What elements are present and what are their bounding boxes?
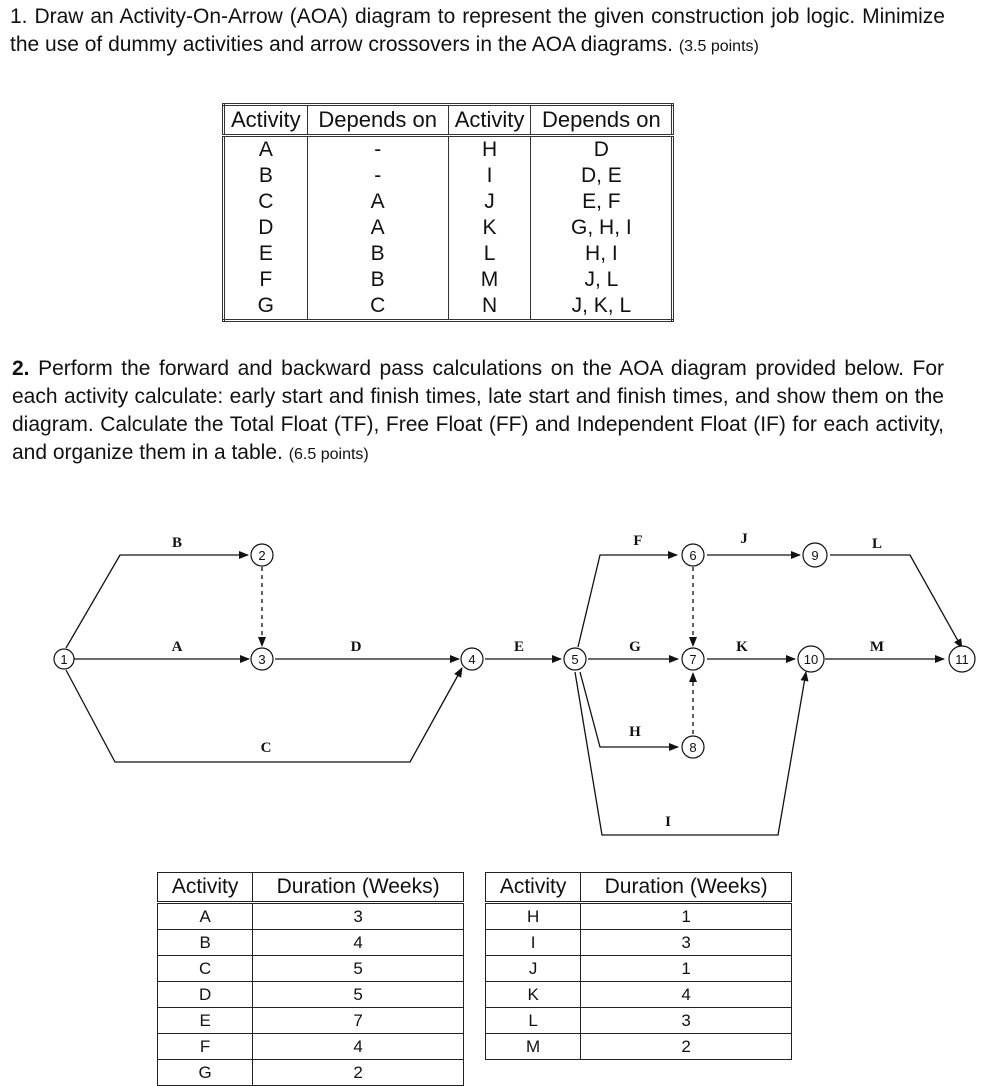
dur1-row <box>158 956 464 982</box>
dur1-activity-cell: E <box>158 1008 253 1034</box>
dur2-row <box>486 930 792 956</box>
activity-label-b: B <box>171 535 183 551</box>
dep-activity-left: C <box>224 189 308 215</box>
node-label-10: 10 <box>803 652 819 667</box>
dep-depends-left: - <box>307 136 448 164</box>
activity-label-j: J <box>740 531 748 547</box>
dur2-header-activity: Activity <box>486 873 581 903</box>
arrow-f <box>578 555 677 647</box>
dep-depends-left: - <box>307 163 448 189</box>
dur1-duration-cell: 4 <box>253 930 464 956</box>
dep-depends-right: H, I <box>531 241 673 267</box>
dur2-duration-cell: 1 <box>581 903 792 930</box>
activity-label-a: A <box>171 639 183 655</box>
dur2-row <box>486 1008 792 1034</box>
dep-header-activity-1: Activity <box>224 105 308 136</box>
dep-activity-right: J <box>448 189 531 215</box>
dep-activity-left: G <box>224 293 308 321</box>
dep-table-row <box>224 163 673 189</box>
dep-table-row <box>224 241 673 267</box>
dep-activity-left: E <box>224 241 308 267</box>
dep-depends-left: B <box>307 267 448 293</box>
dur2-row <box>486 903 792 930</box>
dur2-activity-cell: K <box>486 982 581 1008</box>
activity-label-m: M <box>869 639 885 655</box>
activity-label-i: I <box>665 814 671 830</box>
node-label-3: 3 <box>258 652 266 667</box>
dep-table-row <box>224 293 673 321</box>
dur1-duration-cell: 3 <box>253 903 464 930</box>
dur1-activity-cell: C <box>158 956 253 982</box>
node-label-5: 5 <box>571 652 579 667</box>
dep-depends-right: D, E <box>531 163 673 189</box>
dep-activity-right: N <box>448 293 531 321</box>
dur2-row <box>486 1034 792 1060</box>
dur1-row <box>158 982 464 1008</box>
dur1-row <box>158 1008 464 1034</box>
dur1-row <box>158 1034 464 1060</box>
dur1-duration-cell: 5 <box>253 982 464 1008</box>
dur1-activity-cell: D <box>158 982 253 1008</box>
dur1-duration-cell: 5 <box>253 956 464 982</box>
dep-depends-right: J, K, L <box>531 293 673 321</box>
dep-table-row <box>224 189 673 215</box>
question-2-number: 2. <box>12 357 30 380</box>
duration-table-1 <box>157 872 464 1086</box>
duration-table-2 <box>485 872 792 1060</box>
dep-activity-left: B <box>224 163 308 189</box>
dur2-header-duration: Duration (Weeks) <box>581 873 792 903</box>
node-label-2: 2 <box>258 548 266 563</box>
dur1-duration-cell: 2 <box>253 1060 464 1086</box>
activity-label-d: D <box>350 639 362 655</box>
dep-activity-left: A <box>224 136 308 164</box>
dep-activity-right: M <box>448 267 531 293</box>
node-label-1: 1 <box>60 652 68 667</box>
aoa-network-diagram <box>0 510 998 840</box>
dep-depends-right: G, H, I <box>531 215 673 241</box>
question-2-points: (6.5 points) <box>288 446 369 463</box>
dep-activity-right: K <box>448 215 531 241</box>
arrow-b <box>66 555 248 648</box>
dep-table-row <box>224 267 673 293</box>
dep-header-depends-2: Depends on <box>531 105 673 136</box>
node-label-4: 4 <box>468 652 476 667</box>
dur2-duration-cell: 2 <box>581 1034 792 1060</box>
dur2-row <box>486 956 792 982</box>
dependency-table <box>222 103 674 322</box>
dep-depends-left: C <box>307 293 448 321</box>
dep-depends-left: A <box>307 189 448 215</box>
activity-label-h: H <box>629 724 641 740</box>
dep-depends-left: A <box>307 215 448 241</box>
activity-label-c: C <box>260 740 272 756</box>
node-label-6: 6 <box>689 548 697 563</box>
question-1-points: (3.5 points) <box>678 38 759 55</box>
dep-header-activity-2: Activity <box>448 105 531 136</box>
dur2-row <box>486 982 792 1008</box>
dur2-activity-cell: I <box>486 930 581 956</box>
dur1-duration-cell: 4 <box>253 1034 464 1060</box>
dur1-activity-cell: G <box>158 1060 253 1086</box>
dur2-duration-cell: 1 <box>581 956 792 982</box>
dep-table-row <box>224 215 673 241</box>
dur2-activity-cell: H <box>486 903 581 930</box>
dep-depends-left: B <box>307 241 448 267</box>
question-1-text: Draw an Activity-On-Arrow (AOA) diagram to represent the given construction job logic. Minimize the use of dummy activities and arrow crossovers in the AOA diagrams. <box>10 5 945 56</box>
dur1-row <box>158 930 464 956</box>
dep-activity-right: H <box>448 136 531 164</box>
dur1-activity-cell: F <box>158 1034 253 1060</box>
dur1-activity-cell: A <box>158 903 253 930</box>
node-label-7: 7 <box>689 652 697 667</box>
dur1-row <box>158 903 464 930</box>
dep-header-depends-1: Depends on <box>307 105 448 136</box>
dur1-activity-cell: B <box>158 930 253 956</box>
dep-table-row <box>224 136 673 164</box>
dur2-duration-cell: 3 <box>581 1008 792 1034</box>
question-2 <box>12 355 944 469</box>
dur1-duration-cell: 7 <box>253 1008 464 1034</box>
question-2-text: Perform the forward and backward pass calculations on the AOA diagram provided below. For each activity calculate: early start and finish times, late start and finish times, and show them on the diagram. Calculate the Total Float (TF), Free Float (FF) and Independent Float (IF) for each activity, and organize them in a table. <box>12 357 944 464</box>
activity-label-l: L <box>871 536 883 552</box>
node-label-8: 8 <box>689 740 697 755</box>
node-label-11: 11 <box>955 652 969 667</box>
activity-label-g: G <box>629 639 641 655</box>
activity-label-f: F <box>633 533 643 549</box>
dep-depends-right: E, F <box>531 189 673 215</box>
dur1-row <box>158 1060 464 1086</box>
dur2-duration-cell: 4 <box>581 982 792 1008</box>
node-label-9: 9 <box>811 548 819 563</box>
dur2-activity-cell: M <box>486 1034 581 1060</box>
arrow-l <box>830 555 962 648</box>
activity-label-e: E <box>513 639 525 655</box>
dep-activity-right: I <box>448 163 531 189</box>
dep-depends-right: J, L <box>531 267 673 293</box>
dur1-header-activity: Activity <box>158 873 253 903</box>
dur1-header-duration: Duration (Weeks) <box>253 873 464 903</box>
dep-depends-right: D <box>531 136 673 164</box>
dur2-activity-cell: J <box>486 956 581 982</box>
dep-activity-right: L <box>448 241 531 267</box>
activity-label-k: K <box>736 639 748 655</box>
question-1 <box>10 3 945 61</box>
dur2-duration-cell: 3 <box>581 930 792 956</box>
dur2-activity-cell: L <box>486 1008 581 1034</box>
dep-activity-left: F <box>224 267 308 293</box>
dep-activity-left: D <box>224 215 308 241</box>
question-1-number: 1. <box>10 5 28 28</box>
